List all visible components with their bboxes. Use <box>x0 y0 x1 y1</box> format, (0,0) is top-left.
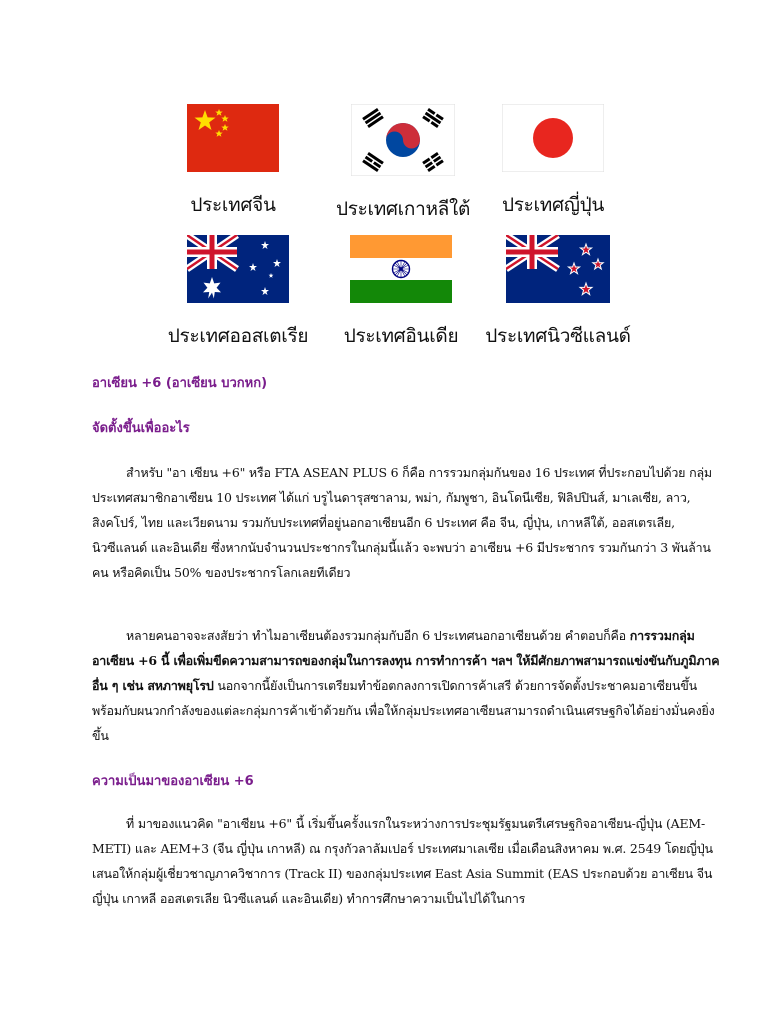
flag-india <box>326 235 476 351</box>
flag-label-india: ประเทศอินเดีย <box>343 325 459 347</box>
flag-label-new-zealand: ประเทศนิวซีแลนด์ <box>485 325 631 347</box>
flag-label-china: ประเทศจีน <box>190 194 276 216</box>
india-flag-icon <box>350 235 452 303</box>
flag-label-australia: ประเทศออสเตเรีย <box>167 325 309 347</box>
paragraph-reason-rest: นอกจากนี้ยังเป็นการเตรียมทำข้อตกลงการเปิดการค้าเสรี ด้วยการจัดตั้งประชาคมอาเซียนขึ้น พร้อมกับผนวกกำลังของแต่ละกลุ่มการค้าเข้าด้วยกัน เพื่อให้กลุ่มประเทศอาเซียนสามารถดำเนินเศรษฐกิจได้อย่างมั่นคงยิ่งขึ้น <box>92 678 715 743</box>
paragraph-reason-intro: หลายคนอาจจะสงสัยว่า ทำไมอาเซียนต้องรวมกลุ่มกับอีก 6 ประเทศนอกอาเซียนด้วย คำตอบก็คือ <box>126 628 630 643</box>
flag-south-korea <box>323 104 483 224</box>
flag-australia <box>163 235 313 351</box>
flag-china <box>158 104 308 220</box>
flag-japan <box>478 104 628 220</box>
heading-asean-plus-six: อาเซียน +6 (อาเซียน บวกหก) <box>92 376 268 391</box>
flag-grid <box>0 0 768 360</box>
flag-label-south-korea: ประเทศเกาหลีใต้ <box>335 198 471 220</box>
paragraph-history: ที่ มาของแนวคิด "อาเซียน +6" นี้ เริ่มขึ้นครั้งแรกในระหว่างการประชุมรัฐมนตรีเศรษฐกิจอาเซียน-ญี่ปุ่น (AEM-METI) และ AEM+3 (จีน ญี่ปุ่น เกาหลี) ณ กรุงกัวลาลัมเปอร์ ประเทศมาเลเซีย เมื่อเดือนสิงหาคม พ.ศ. 2549 โดยญี่ปุ่นเสนอให้กลุ่มผู้เชี่ยวชาญภาควิชาการ (Track II) ของกลุ่มประเทศ East Asia Summit (EAS ประกอบด้วย อาเซียน จีน ญี่ปุ่น เกาหลี ออสเตรเลีย นิวซีแลนด์ และอินเดีย) ทำการศึกษาความเป็นไปได้ในการ <box>92 816 713 906</box>
south-korea-flag-icon <box>351 104 455 176</box>
flag-label-japan: ประเทศญี่ปุ่น <box>501 194 605 216</box>
australia-flag-icon <box>187 235 289 303</box>
heading-purpose: จัดตั้งขึ้นเพื่ออะไร <box>92 421 190 436</box>
japan-flag-icon <box>502 104 604 172</box>
flag-new-zealand <box>478 235 638 351</box>
paragraph-definition: สำหรับ "อา เซียน +6" หรือ FTA ASEAN PLUS 6 ก็คือ การรวมกลุ่มกันของ 16 ประเทศ ที่ประกอบไปด้วย กลุ่มประเทศสมาชิกอาเซียน 10 ประเทศ ได้แก่ บรูไนดารุสซาลาม, พม่า, กัมพูชา, อินโดนีเซีย, ฟิลิปปินส์, มาเลเซีย, ลาว, สิงคโปร์, ไทย และเวียดนาม รวมกับประเทศที่อยู่นอกอาเซียนอีก 6 ประเทศ คือ จีน, ญี่ปุ่น, เกาหลีใต้, ออสเตรเลีย, นิวซีแลนด์ และอินเดีย ซึ่งหากนับจำนวนประชากรในกลุ่มนี้แล้ว จะพบว่า อาเซียน +6 มีประชากร รวมกันกว่า 3 พันล้านคน หรือคิดเป็น 50% ของประชากรโลกเลยทีเดียว <box>92 465 712 580</box>
paragraph-reason-bold: การรวมกลุ่มอาเซียน +6 นี้ เพื่อเพิ่มขีดความสามารถของกลุ่มในการลงทุน การทำการค้า ฯลฯ ให้มีศักยภาพสามารถแข่งขันกับภูมิภาคอื่น ๆ เช่น สหภาพยุโรป <box>92 628 720 693</box>
article-content <box>92 372 722 911</box>
paragraph-reason <box>92 623 722 748</box>
new-zealand-flag-icon <box>506 235 610 303</box>
heading-history: ความเป็นมาของอาเซียน +6 <box>92 774 254 789</box>
china-flag-icon <box>187 104 279 172</box>
